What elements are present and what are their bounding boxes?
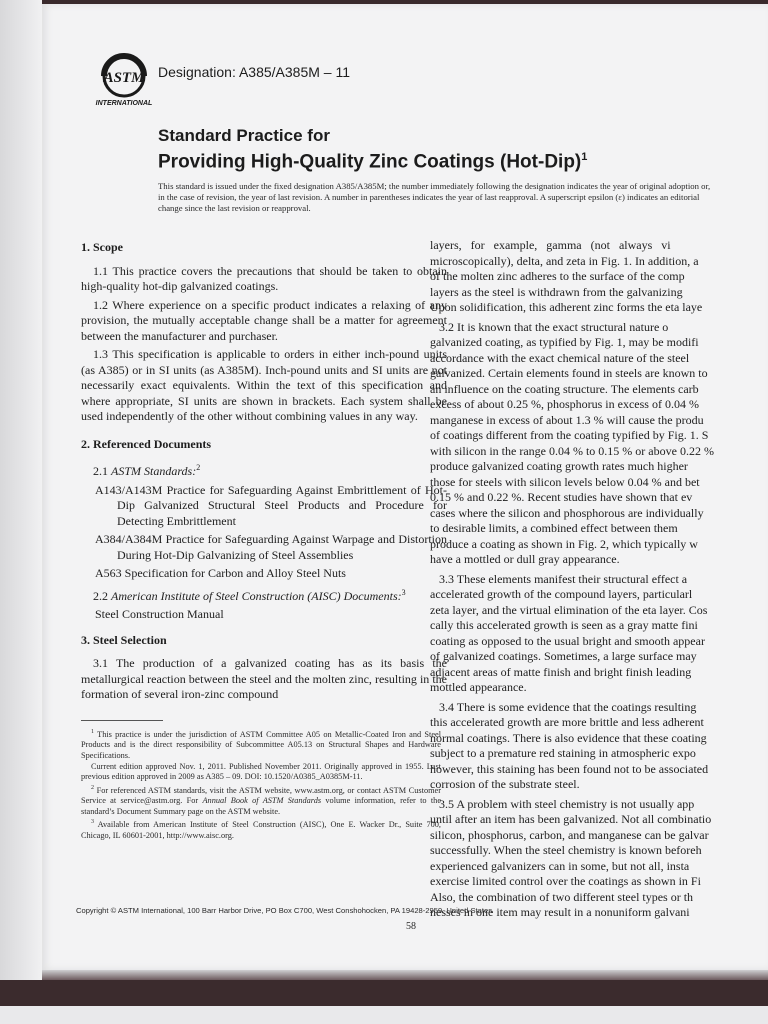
page-number: 58 [406, 921, 416, 932]
text-line: experienced galvanizers can in some, but not all, insta [430, 858, 690, 873]
left-column [81, 236, 447, 706]
text-line: 0.15 % and 0.22 %. Recent studies have shown that ev [430, 490, 693, 504]
text-line: subject to a premature red staining in atmospheric expo [430, 746, 696, 760]
footnote-1-edition: Current edition approved Nov. 1, 2011. Published November 2011. Originally approved in 1955. Last previous edition approved in 2009 as A385 – 09. DOI: 10.1520/A0385_A0385M-11. [81, 761, 441, 782]
paragraph-3-1-continued [430, 238, 768, 316]
paragraph-2-2-number: 2.2 [93, 588, 108, 603]
footnote-2-text-italic: Annual Book of ASTM Standards [202, 796, 322, 806]
text-line: zeta layer, and the virtual elimination of the eta layer. Cos [430, 602, 708, 617]
text-line: cases where the silicon and phosphorous are individually [430, 505, 704, 520]
reference-aisc-manual: Steel Construction Manual [95, 607, 224, 621]
paragraph-2-1 [81, 460, 447, 480]
text-line: 3.5 A problem with steel chemistry is not usually app [430, 796, 695, 811]
text-line: accelerated growth of the compound layers, particularl [430, 587, 693, 601]
footnote-3-mark: 3 [91, 819, 94, 826]
reference-a563: A563 Specification for Carbon and Alloy Steel Nuts [95, 566, 346, 580]
paragraph-2-1-number: 2.1 [93, 464, 108, 478]
text-line: exercise limited control over the coatings as shown in Fi [430, 874, 701, 888]
text-line: silicon, phosphorus, carbon, and manganese can be galvar [430, 827, 709, 842]
text-line: 3.4 There is some evidence that the coatings resulting [430, 699, 697, 714]
preamble: This standard is issued under the fixed designation A385/A385M; the number immediately following the designation indicates the year of original adoption or, in the case of revision, the year of last revision. A number in parentheses indicates the year of last reapproval. A superscript epsilon (ε) indicates an editorial change since the last revision or reapproval. [158, 181, 711, 213]
title-main: Providing High-Quality Zinc Coatings (Hot-Dip) [158, 151, 582, 173]
paragraph-2-2 [81, 585, 447, 605]
footnote-3-text: Available from American Institute of Steel Construction (AISC), One E. Wacker Dr., Suite 700, Chicago, IL 60601-2001, http://www.aisc.org. [81, 820, 441, 840]
paragraph-1-1: 1.1 This practice covers the precautions that should be taken to obtain high-quality hot-dip galvanized coatings. [81, 263, 447, 293]
footnote-mark-3: 3 [401, 587, 406, 597]
paragraph-3-1: 3.1 The production of a galvanized coating has as its basis the metallurgical reaction between the steel and the molten zinc, resulting in the formation of several iron-zinc compound [81, 656, 447, 701]
text-line: galvanized. Certain elements found in steels are known to [430, 366, 708, 380]
text-line: accordance with the exact chemical nature of the steel [430, 350, 690, 365]
text-line: Also, the combination of two different steel types or th [430, 889, 694, 904]
text-line: 3.2 It is known that the exact structural nature o [430, 319, 669, 334]
text-line: those for steels with silicon levels below 0.04 % and bet [430, 474, 700, 489]
section-heading-steel-selection: 3. Steel Selection [81, 632, 167, 647]
footnote-2-text-b: volume information, refer to the standard’s Document Summary page on the ASTM website. [81, 796, 442, 816]
footnote-2-mark: 2 [91, 784, 94, 791]
paragraph-1-3: 1.3 This specification is applicable to orders in either inch-pound units (as A385) or in SI units (as A385M). Inch-pound units and SI units are not necessarily exact equivalents. Within the text of this specification and where appropriate, SI units are shown in brackets. Each system shall be used independently of the other without combining values in any way. [81, 347, 447, 423]
text-line: galvanized coating, as typified by Fig. 1, may be modifi [430, 335, 699, 349]
footnote-1-mark: 1 [91, 729, 94, 735]
footnotes [81, 727, 441, 841]
text-line: successfully. When the steel chemistry is known beforeh [430, 843, 702, 857]
logo-lettering: ASTM [103, 70, 145, 86]
text-line: excess of about 0.25 %, phosphorus in excess of 0.04 % [430, 397, 699, 411]
text-line: corrosion of the substrate steel. [430, 777, 580, 791]
text-line: produce a coating as shown in Fig. 2, which typically w [430, 536, 698, 551]
reference-a384: A384/A384M Practice for Safeguarding Against Warpage and Distortion During Hot-Dip Galvanizing of Steel Assemblies [95, 532, 447, 562]
text-line: Upon solidification, this adherent zinc forms the eta laye [430, 300, 703, 314]
paragraph-2-2-label: American Institute of Steel Construction (AISC) Documents: [111, 588, 402, 603]
text-line: produce galvanized coating growth rates much higher [430, 459, 688, 473]
footnote-2 [81, 783, 441, 818]
text-line: of galvanized coatings. Sometimes, a large surface may [430, 649, 697, 663]
title-line-1: Standard Practice for [158, 126, 330, 145]
right-column-text [430, 238, 768, 921]
text-line: of coatings different from the coating typified by Fig. 1. S [430, 428, 709, 442]
text-line: an influence on the coating structure. The elements carb [430, 381, 699, 396]
section-heading-referenced-documents: 2. Referenced Documents [81, 436, 212, 451]
paragraph-3-2 [430, 320, 768, 568]
text-line: 3.3 These elements manifest their structural effect a [430, 571, 688, 586]
paragraph-3-4 [430, 700, 768, 793]
text-line: normal coatings. There is also evidence that these coating [430, 730, 707, 745]
text-line: this accelerated growth are more brittle and less adherent [430, 715, 704, 729]
section-heading-scope: 1. Scope [81, 240, 123, 254]
paragraph-3-3 [430, 572, 768, 696]
paragraph-3-5 [430, 797, 768, 921]
text-line: of the molten zinc adheres to the surface of the comp [430, 269, 685, 283]
footnote-1 [81, 727, 441, 762]
scanner-bottom-strip [0, 1006, 768, 1024]
text-line: mottled appearance. [430, 680, 527, 694]
title-line-2 [158, 146, 587, 173]
reference-a143: A143/A143M Practice for Safeguarding Against Embrittlement of Hot-Dip Galvanized Structural Steel Products and Procedure for Detecting Embrittlement [95, 482, 447, 528]
scan-left-margin [0, 0, 42, 1024]
footnote-1-text: This practice is under the jurisdiction of ASTM Committee A05 on Metallic-Coated Iron and Steel Products and is the direct responsibility of Subcommittee A05.13 on Structural Shapes and Hardware Specifications. [81, 729, 441, 760]
text-line: layers, for example, gamma (not always vi [430, 238, 671, 252]
paragraph-2-1-label: ASTM Standards: [111, 464, 197, 478]
text-line: coating as opposed to the usual bright and smooth appear [430, 633, 705, 648]
text-line: to desirable limits, a combined effect between them [430, 521, 678, 535]
text-line: cally this accelerated growth is seen as a gray matte fini [430, 618, 698, 632]
text-line: manganese in excess of about 1.3 % will cause the produ [430, 412, 704, 427]
document-title [158, 126, 587, 173]
paragraph-1-2: 1.2 Where experience on a specific product indicates a relaxing of any provision, the mutually acceptable change shall be a matter for agreement between the manufacturer and purchaser. [81, 297, 447, 343]
designation: Designation: A385/A385M – 11 [158, 64, 350, 80]
text-line: have a mottled or dull gray appearance. [430, 552, 620, 566]
footnote-3 [81, 817, 441, 841]
copyright-line: Copyright © ASTM International, 100 Barr Harbor Drive, PO Box C700, West Conshohocken, PA 19428-2959. United States [76, 906, 493, 915]
title-footnote-mark: 1 [581, 151, 588, 163]
text-line: microscopically), delta, and zeta in Fig. 1. In addition, a [430, 253, 699, 268]
footnote-2-text-a: For referenced ASTM standards, visit the ASTM website, www.astm.org, or contact ASTM Customer Service at service@astm.org. For [81, 785, 441, 806]
text-line: however, this staining has been found not to be associated [430, 761, 709, 776]
text-line: layers as the steel is withdrawn from the galvanizing [430, 284, 683, 299]
page-bottom-shadow [42, 970, 768, 980]
logo-subtext: INTERNATIONAL [95, 100, 153, 107]
text-line: with silicon in the range 0.04 % to 0.15 % or above 0.22 % [430, 443, 714, 458]
footnote-mark-2: 2 [196, 463, 201, 472]
text-line: adjacent areas of matte finish and bright finish leading [430, 664, 692, 679]
footnote-rule [81, 720, 163, 721]
text-line: nesses in one item may result in a nonuniform galvani [430, 905, 690, 919]
text-line: until after an item has been galvanized. Not all combinatio [430, 812, 712, 826]
right-column [430, 238, 768, 921]
